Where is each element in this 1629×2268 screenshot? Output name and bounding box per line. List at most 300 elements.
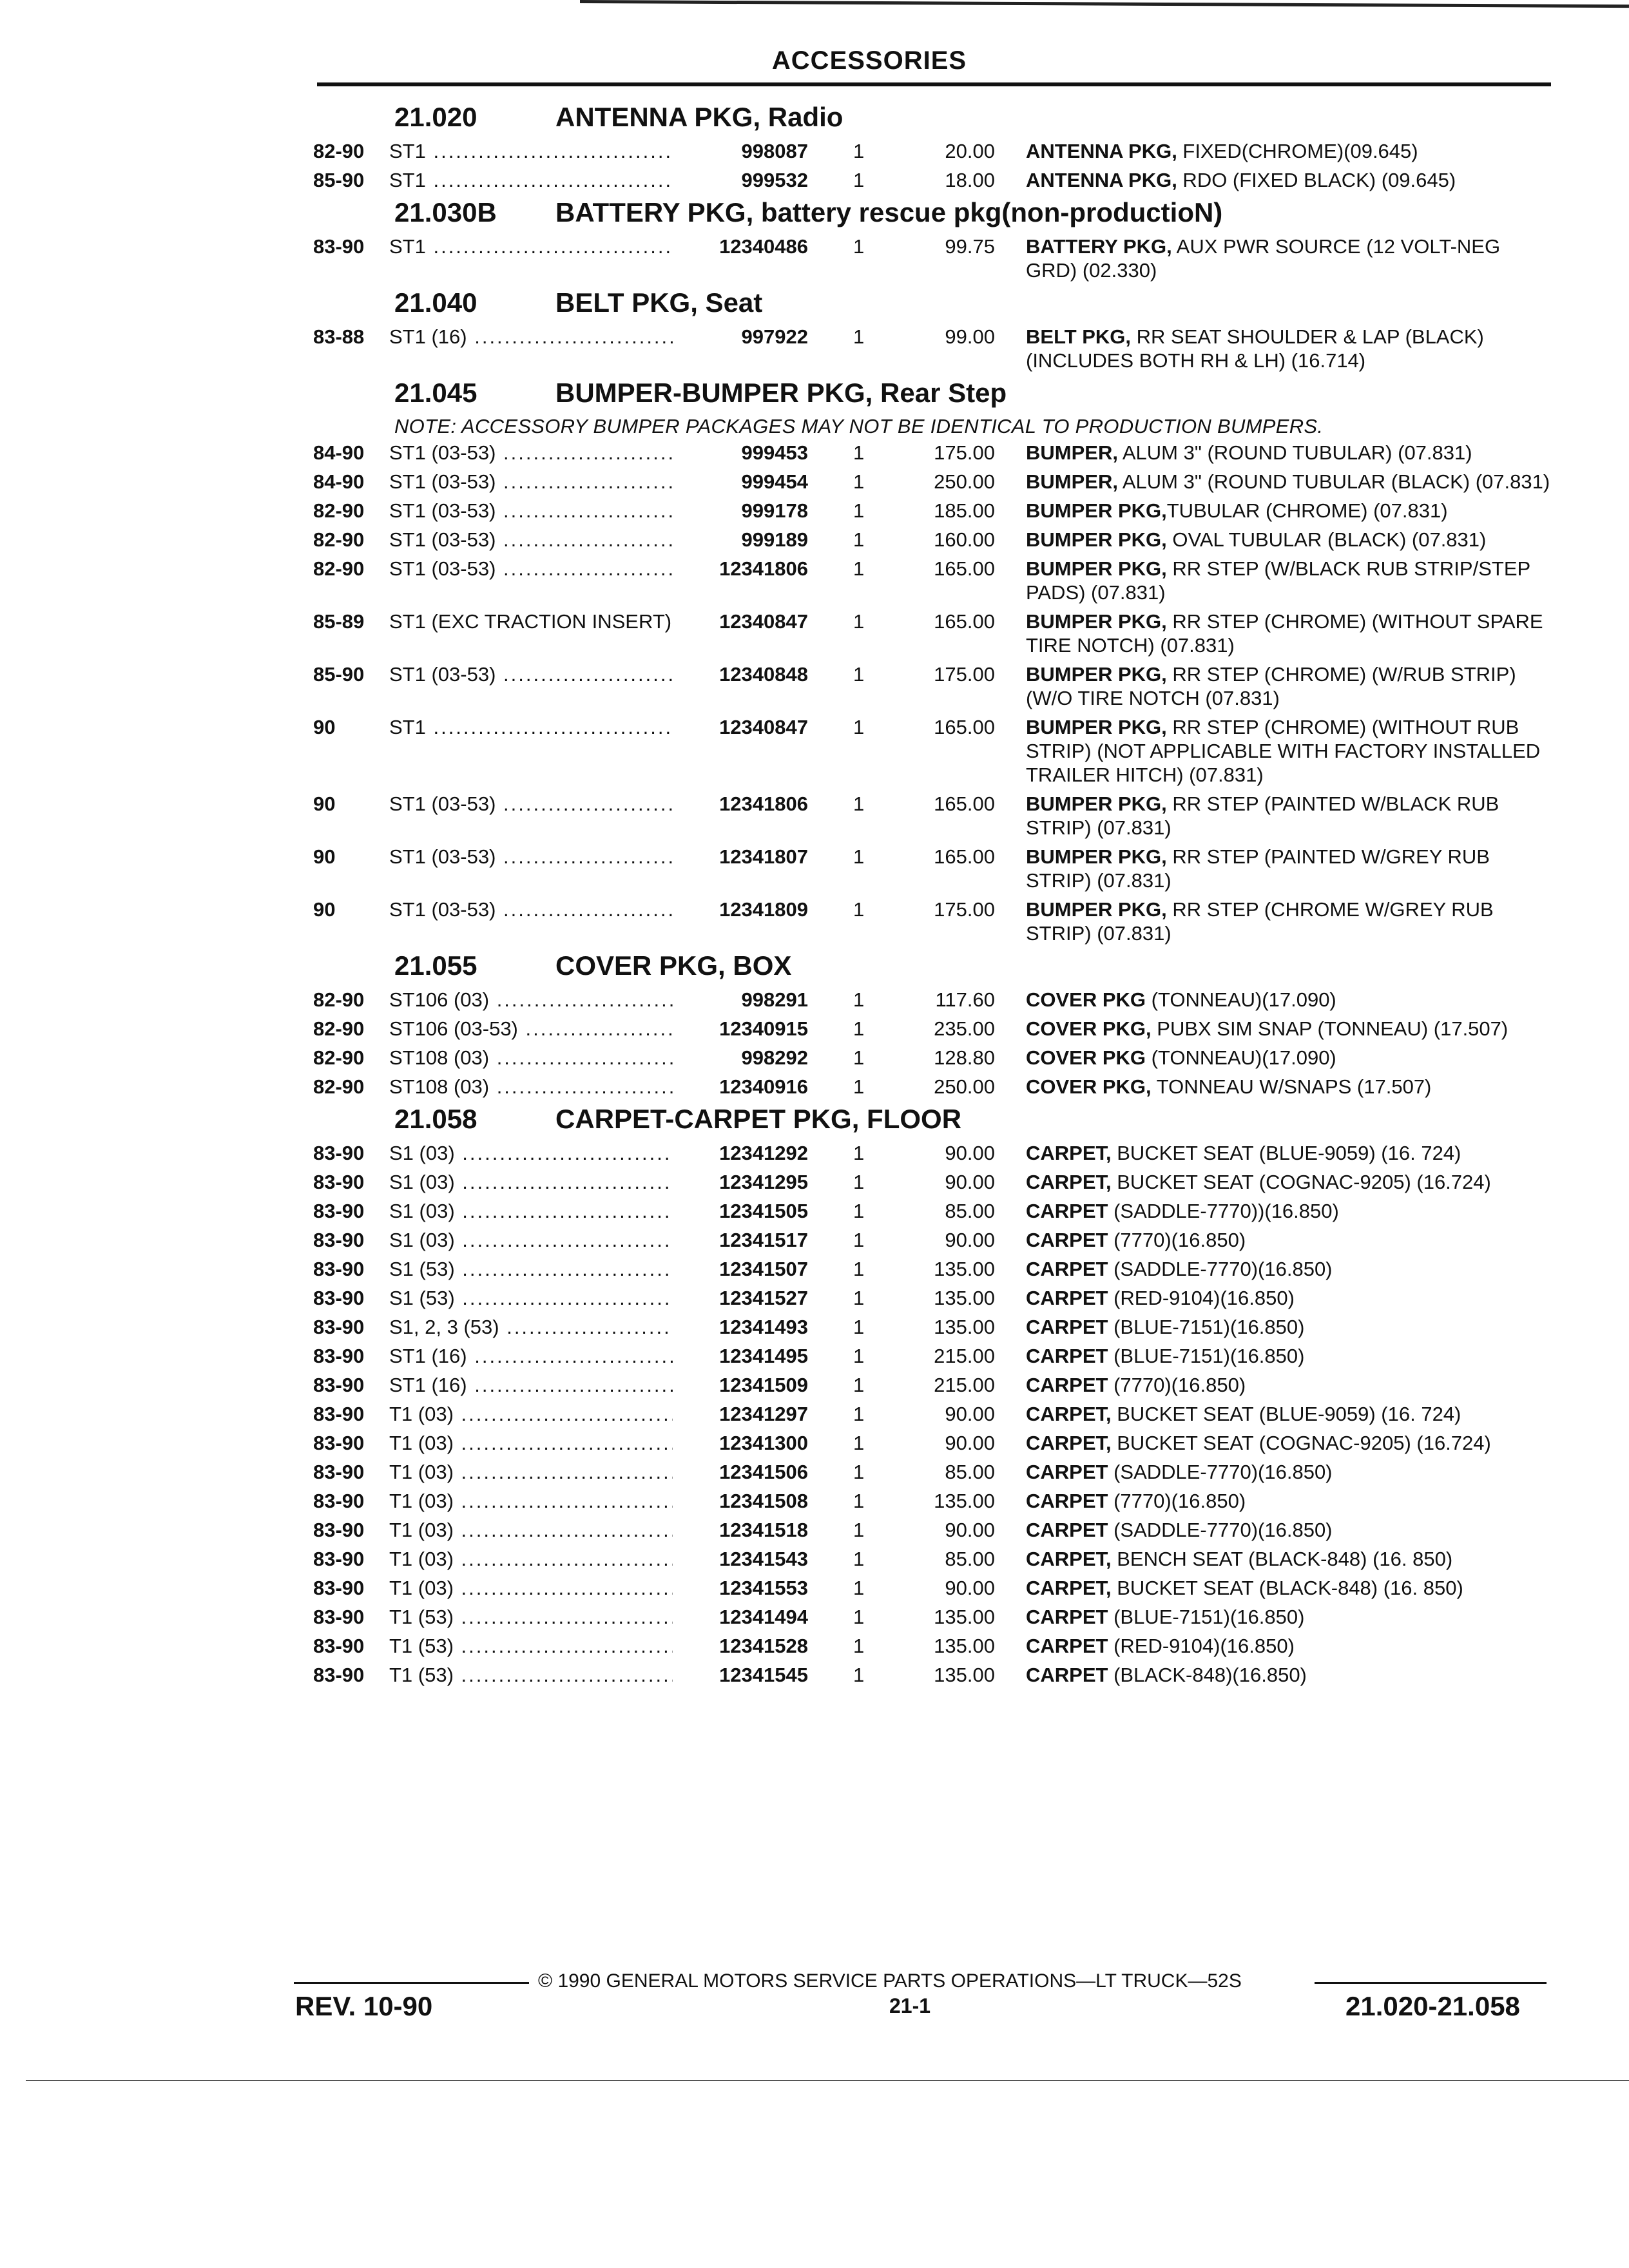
model-year: 83-88 [313, 325, 365, 348]
model-code: S1 (53) ..... [389, 1257, 750, 1281]
model-code: T1 (03) ..... [389, 1402, 750, 1426]
description-keyword: BUMPER PKG, [1026, 499, 1167, 522]
part-number: 999454 [673, 470, 834, 494]
price: 90.00 [945, 1403, 995, 1425]
table-row [313, 1344, 1554, 1368]
description-keyword: COVER PKG, [1026, 1075, 1152, 1098]
part-number: 12341517 [673, 1228, 834, 1252]
model-code: S1 (03) ..... [389, 1141, 750, 1165]
price: 128.80 [934, 1046, 995, 1069]
description-detail: RR STEP (PAINTED W/BLACK RUB STRIP) (07.831) [1026, 793, 1499, 839]
model-code: ST1 (03-53) ..... [389, 499, 750, 523]
model-code: ST106 (03) ..... [389, 988, 750, 1012]
price: 135.00 [934, 1664, 995, 1686]
model-code: T1 (53) ..... [389, 1634, 750, 1658]
part-number: 12341295 [673, 1170, 834, 1194]
description [1001, 1460, 1554, 1484]
quantity: 1 [853, 793, 865, 815]
model-year: 83-90 [313, 1606, 365, 1628]
part-number: 12341506 [673, 1460, 834, 1484]
table-row [313, 1315, 1554, 1339]
model-code: ST1 ..... [389, 235, 750, 282]
model-year: 85-90 [313, 663, 365, 686]
part-number: 12340847 [673, 715, 834, 787]
part-number: 12341505 [673, 1199, 834, 1223]
part-number: 12341493 [673, 1315, 834, 1339]
quantity: 1 [853, 898, 865, 921]
model-code: S1 (53) ..... [389, 1286, 750, 1310]
description-detail: (TONNEAU)(17.090) [1146, 1046, 1336, 1069]
model-code: T1 (03) ..... [389, 1431, 750, 1455]
model-code: ST1 (03-53) ..... [389, 792, 750, 840]
description-keyword: BUMPER PKG, [1026, 528, 1167, 551]
table-row [313, 845, 1554, 892]
price: 215.00 [934, 1345, 995, 1367]
table-row [313, 1460, 1554, 1484]
quantity: 1 [853, 470, 865, 493]
table-row [313, 557, 1554, 604]
description-detail: RR STEP (CHROME W/GREY RUB STRIP) (07.831) [1026, 898, 1494, 945]
description-keyword: CARPET [1026, 1374, 1108, 1396]
quantity: 1 [853, 610, 865, 633]
part-number: 12341806 [673, 557, 834, 604]
section-title: COVER PKG, BOX [555, 950, 792, 981]
model-year: 83-90 [313, 1403, 365, 1425]
price: 117.60 [935, 988, 995, 1011]
description [1001, 235, 1554, 282]
table-row [313, 168, 1554, 192]
section-number: 21.030B [394, 197, 497, 227]
description-keyword: CARPET, [1026, 1403, 1112, 1425]
table-row [313, 1663, 1554, 1687]
quantity: 1 [853, 1403, 865, 1425]
description [1001, 1605, 1554, 1629]
price: 99.00 [945, 325, 995, 348]
table-row [313, 1257, 1554, 1281]
description [1001, 1170, 1554, 1194]
part-number: 12341553 [673, 1576, 834, 1600]
section-heading [313, 287, 1554, 325]
table-row [313, 1017, 1554, 1041]
table-row [313, 499, 1554, 523]
section-number: 21.040 [394, 287, 477, 318]
model-code: ST1 ..... [389, 715, 750, 787]
model-code: ST106 (03-53) ..... [389, 1017, 750, 1041]
price: 85.00 [945, 1461, 995, 1483]
price: 165.00 [934, 716, 995, 738]
model-year: 82-90 [313, 1046, 365, 1069]
model-year: 83-90 [313, 1432, 365, 1454]
description-keyword: BATTERY PKG, [1026, 235, 1172, 258]
description-detail: (RED-9104)(16.850) [1108, 1287, 1295, 1309]
model-code: T1 (53) ..... [389, 1605, 750, 1629]
model-code: T1 (03) ..... [389, 1547, 750, 1571]
description [1001, 1315, 1554, 1339]
description [1001, 168, 1554, 192]
page-number: 21-1 [889, 1994, 931, 2017]
description-detail: AUX PWR SOURCE (12 VOLT-NEG GRD) (02.330) [1026, 235, 1501, 282]
section-title: ANTENNA PKG, Radio [555, 102, 843, 132]
table-row [313, 1634, 1554, 1658]
quantity: 1 [853, 1075, 865, 1098]
quantity: 1 [853, 663, 865, 686]
model-year: 83-90 [313, 1171, 365, 1193]
price: 135.00 [934, 1258, 995, 1280]
footer-rule-left [294, 1982, 529, 1984]
description [1001, 1286, 1554, 1310]
price: 20.00 [945, 140, 995, 162]
description-detail: (SADDLE-7770)(16.850) [1108, 1258, 1333, 1280]
part-number: 998292 [673, 1046, 834, 1070]
description-keyword: CARPET, [1026, 1577, 1112, 1599]
table-row [313, 139, 1554, 163]
quantity: 1 [853, 325, 865, 348]
model-code: ST108 (03) ..... [389, 1075, 750, 1099]
description-keyword: BUMPER PKG, [1026, 793, 1167, 815]
part-number: 12340848 [673, 662, 834, 710]
quantity: 1 [853, 1258, 865, 1280]
description-keyword: BELT PKG, [1026, 325, 1132, 348]
model-code: ST1 (EXC TRACTION INSERT) ..... [389, 610, 750, 657]
description [1001, 528, 1554, 552]
part-number: 12341297 [673, 1402, 834, 1426]
price: 135.00 [934, 1606, 995, 1628]
quantity: 1 [853, 499, 865, 522]
model-code: ST1 (03-53) ..... [389, 662, 750, 710]
description [1001, 1489, 1554, 1513]
description-detail: RR STEP (W/BLACK RUB STRIP/STEP PADS) (07.831) [1026, 557, 1530, 604]
description [1001, 499, 1554, 523]
description [1001, 325, 1554, 372]
part-number: 997922 [673, 325, 834, 372]
model-year: 90 [313, 845, 336, 868]
description-keyword: ANTENNA PKG, [1026, 169, 1177, 191]
description [1001, 1199, 1554, 1223]
quantity: 1 [853, 1200, 865, 1222]
table-row [313, 235, 1554, 282]
description-detail: RR STEP (CHROME) (WITHOUT RUB STRIP) (NOT APPLICABLE WITH FACTORY INSTALLED TRAILER HITCH) (07.831) [1026, 716, 1541, 786]
quantity: 1 [853, 1017, 865, 1040]
title-rule [317, 82, 1551, 86]
quantity: 1 [853, 988, 865, 1011]
description-keyword: COVER PKG [1026, 1046, 1146, 1069]
model-code: ST1 (16) ..... [389, 325, 750, 372]
quantity: 1 [853, 441, 865, 464]
quantity: 1 [853, 1316, 865, 1338]
description-detail: BUCKET SEAT (BLUE-9059) (16. 724) [1111, 1142, 1461, 1164]
model-year: 83-90 [313, 1142, 365, 1164]
description-detail: (SADDLE-7770)(16.850) [1108, 1461, 1333, 1483]
quantity: 1 [853, 1490, 865, 1512]
section-title: BUMPER-BUMPER PKG, Rear Step [555, 378, 1007, 408]
description-keyword: CARPET [1026, 1519, 1108, 1541]
table-row [313, 1170, 1554, 1194]
description-detail: (BLUE-7151)(16.850) [1108, 1345, 1305, 1367]
description-detail: RR STEP (PAINTED W/GREY RUB STRIP) (07.831) [1026, 845, 1490, 892]
model-code: ST1 (03-53) ..... [389, 557, 750, 604]
table-row [313, 898, 1554, 945]
description-keyword: BUMPER PKG, [1026, 898, 1167, 921]
price: 160.00 [934, 528, 995, 551]
description-detail: OVAL TUBULAR (BLACK) (07.831) [1166, 528, 1487, 551]
table-row [313, 1075, 1554, 1099]
description [1001, 1257, 1554, 1281]
table-row [313, 792, 1554, 840]
description-keyword: COVER PKG [1026, 988, 1146, 1011]
description-detail: RR STEP (CHROME) (W/RUB STRIP) (W/O TIRE NOTCH (07.831) [1026, 663, 1516, 709]
quantity: 1 [853, 1461, 865, 1483]
description [1001, 1373, 1554, 1397]
price: 185.00 [934, 499, 995, 522]
quantity: 1 [853, 1287, 865, 1309]
section-number: 21.045 [394, 378, 477, 408]
model-year: 83-90 [313, 1461, 365, 1483]
description-keyword: CARPET, [1026, 1548, 1112, 1570]
price: 165.00 [934, 793, 995, 815]
part-number: 12341518 [673, 1518, 834, 1542]
part-number: 12341806 [673, 792, 834, 840]
price: 90.00 [945, 1577, 995, 1599]
model-year: 83-90 [313, 1316, 365, 1338]
quantity: 1 [853, 1171, 865, 1193]
model-year: 82-90 [313, 140, 365, 162]
part-number: 12341528 [673, 1634, 834, 1658]
model-year: 82-90 [313, 557, 365, 580]
description-keyword: BUMPER, [1026, 470, 1118, 493]
price: 85.00 [945, 1548, 995, 1570]
model-year: 83-90 [313, 1374, 365, 1396]
description-detail: (BLACK-848)(16.850) [1108, 1664, 1307, 1686]
description [1001, 1431, 1554, 1455]
description-detail: BUCKET SEAT (BLUE-9059) (16. 724) [1111, 1403, 1461, 1425]
description-detail: (BLUE-7151)(16.850) [1108, 1316, 1305, 1338]
part-number: 999189 [673, 528, 834, 552]
table-row [313, 325, 1554, 372]
quantity: 1 [853, 528, 865, 551]
description-detail: TONNEAU W/SNAPS (17.507) [1151, 1075, 1432, 1098]
description [1001, 557, 1554, 604]
description [1001, 1075, 1554, 1099]
quantity: 1 [853, 1577, 865, 1599]
model-code: ST1 ..... [389, 168, 750, 192]
description-keyword: CARPET, [1026, 1171, 1112, 1193]
price: 85.00 [945, 1200, 995, 1222]
part-number: 12341507 [673, 1257, 834, 1281]
quantity: 1 [853, 1142, 865, 1164]
part-number: 12340915 [673, 1017, 834, 1041]
section-heading [313, 1104, 1554, 1141]
description [1001, 1402, 1554, 1426]
model-code: S1 (03) ..... [389, 1199, 750, 1223]
quantity: 1 [853, 1374, 865, 1396]
model-year: 83-90 [313, 1519, 365, 1541]
description-detail: (TONNEAU)(17.090) [1146, 988, 1336, 1011]
model-code: ST1 (16) ..... [389, 1344, 750, 1368]
description-detail: ALUM 3" (ROUND TUBULAR (BLACK) (07.831) [1117, 470, 1550, 493]
description [1001, 988, 1554, 1012]
description-detail: RR STEP (CHROME) (WITHOUT SPARE TIRE NOTCH) (07.831) [1026, 610, 1543, 657]
section-heading [313, 950, 1554, 988]
model-code: S1 (03) ..... [389, 1228, 750, 1252]
part-number: 12341543 [673, 1547, 834, 1571]
table-row [313, 1518, 1554, 1542]
description-detail: RR SEAT SHOULDER & LAP (BLACK) (INCLUDES BOTH RH & LH) (16.714) [1026, 325, 1484, 372]
price: 165.00 [934, 845, 995, 868]
description-detail: FIXED(CHROME)(09.645) [1177, 140, 1418, 162]
description [1001, 898, 1554, 945]
scan-bottom-line [26, 2080, 1629, 2081]
description-keyword: BUMPER PKG, [1026, 663, 1167, 686]
part-number: 12341292 [673, 1141, 834, 1165]
description [1001, 139, 1554, 163]
part-number: 998291 [673, 988, 834, 1012]
quantity: 1 [853, 1345, 865, 1367]
parts-list [313, 97, 1554, 1692]
model-code: ST108 (03) ..... [389, 1046, 750, 1070]
description [1001, 470, 1554, 494]
description-detail: BENCH SEAT (BLACK-848) (16. 850) [1111, 1548, 1453, 1570]
model-code: T1 (03) ..... [389, 1460, 750, 1484]
part-number: 999453 [673, 441, 834, 465]
part-number: 999178 [673, 499, 834, 523]
model-year: 84-90 [313, 470, 365, 493]
table-row [313, 470, 1554, 494]
quantity: 1 [853, 1519, 865, 1541]
revision: REV. 10-90 [295, 1991, 433, 2021]
model-code: ST1 (03-53) ..... [389, 441, 750, 465]
price: 135.00 [934, 1635, 995, 1657]
table-row [313, 1286, 1554, 1310]
price: 90.00 [945, 1432, 995, 1454]
description-keyword: BUMPER, [1026, 441, 1118, 464]
quantity: 1 [853, 1664, 865, 1686]
section-heading [313, 378, 1554, 415]
price: 165.00 [934, 610, 995, 633]
description-detail: (7770)(16.850) [1108, 1490, 1246, 1512]
price: 99.75 [945, 235, 995, 258]
model-year: 83-90 [313, 1345, 365, 1367]
quantity: 1 [853, 1548, 865, 1570]
price: 175.00 [934, 898, 995, 921]
description-keyword: CARPET, [1026, 1142, 1112, 1164]
quantity: 1 [853, 845, 865, 868]
description-keyword: CARPET [1026, 1200, 1108, 1222]
description [1001, 845, 1554, 892]
price: 250.00 [934, 1075, 995, 1098]
part-number: 998087 [673, 139, 834, 163]
section-range: 21.020-21.058 [1345, 1991, 1520, 2021]
model-year: 82-90 [313, 528, 365, 551]
description-detail: TUBULAR (CHROME) (07.831) [1166, 499, 1448, 522]
model-year: 85-89 [313, 610, 365, 633]
description-keyword: CARPET [1026, 1345, 1108, 1367]
section-number: 21.020 [394, 102, 477, 132]
model-year: 82-90 [313, 1017, 365, 1040]
quantity: 1 [853, 1229, 865, 1251]
table-row [313, 1431, 1554, 1455]
description-keyword: CARPET [1026, 1635, 1108, 1657]
model-year: 83-90 [313, 1664, 365, 1686]
part-number: 12340847 [673, 610, 834, 657]
part-number: 999532 [673, 168, 834, 192]
price: 250.00 [934, 470, 995, 493]
table-row [313, 1373, 1554, 1397]
model-year: 82-90 [313, 988, 365, 1011]
description [1001, 1141, 1554, 1165]
description [1001, 610, 1554, 657]
quantity: 1 [853, 169, 865, 191]
model-year: 84-90 [313, 441, 365, 464]
description-detail: RDO (FIXED BLACK) (09.645) [1177, 169, 1456, 191]
description-detail: PUBX SIM SNAP (TONNEAU) (17.507) [1151, 1017, 1509, 1040]
model-code: T1 (53) ..... [389, 1663, 750, 1687]
section-note: NOTE: ACCESSORY BUMPER PACKAGES MAY NOT BE IDENTICAL TO PRODUCTION BUMPERS. [394, 415, 1324, 437]
section-number: 21.055 [394, 950, 477, 981]
part-number: 12341809 [673, 898, 834, 945]
table-row [313, 1547, 1554, 1571]
description [1001, 1663, 1554, 1687]
quantity: 1 [853, 557, 865, 580]
footer-rule-right [1315, 1982, 1547, 1984]
description-keyword: CARPET [1026, 1258, 1108, 1280]
description [1001, 441, 1554, 465]
price: 165.00 [934, 557, 995, 580]
part-number: 12341509 [673, 1373, 834, 1397]
price: 175.00 [934, 663, 995, 686]
description-detail: BUCKET SEAT (COGNAC-9205) (16.724) [1111, 1432, 1491, 1454]
table-row [313, 988, 1554, 1012]
model-code: S1, 2, 3 (53) ..... [389, 1315, 750, 1339]
section-number: 21.058 [394, 1104, 477, 1134]
description [1001, 1017, 1554, 1041]
table-row [313, 610, 1554, 657]
description [1001, 1046, 1554, 1070]
copyright: © 1990 GENERAL MOTORS SERVICE PARTS OPERATIONS—LT TRUCK—52S [538, 1970, 1242, 1992]
quantity: 1 [853, 716, 865, 738]
description [1001, 1344, 1554, 1368]
model-code: ST1 (03-53) ..... [389, 470, 750, 494]
part-number: 12340486 [673, 235, 834, 282]
description-keyword: CARPET [1026, 1229, 1108, 1251]
table-row [313, 1046, 1554, 1070]
description-keyword: BUMPER PKG, [1026, 610, 1167, 633]
table-row [313, 1228, 1554, 1252]
description-keyword: CARPET [1026, 1606, 1108, 1628]
model-year: 82-90 [313, 499, 365, 522]
model-year: 90 [313, 793, 336, 815]
description-detail: BUCKET SEAT (BLACK-848) (16. 850) [1111, 1577, 1463, 1599]
model-code: ST1 (03-53) ..... [389, 898, 750, 945]
price: 135.00 [934, 1490, 995, 1512]
description [1001, 1634, 1554, 1658]
description [1001, 1547, 1554, 1571]
quantity: 1 [853, 1432, 865, 1454]
model-year: 83-90 [313, 1200, 365, 1222]
description-detail: BUCKET SEAT (COGNAC-9205) (16.724) [1111, 1171, 1491, 1193]
quantity: 1 [853, 140, 865, 162]
table-row [313, 528, 1554, 552]
model-year: 83-90 [313, 1490, 365, 1512]
model-year: 83-90 [313, 1635, 365, 1657]
part-number: 12341300 [673, 1431, 834, 1455]
section-title: BATTERY PKG, battery rescue pkg(non-productioN) [555, 197, 1223, 227]
model-year: 83-90 [313, 235, 365, 258]
scan-edge-line [580, 0, 1629, 8]
price: 175.00 [934, 441, 995, 464]
table-row [313, 1402, 1554, 1426]
description [1001, 1576, 1554, 1600]
section-title: CARPET-CARPET PKG, FLOOR [555, 1104, 962, 1134]
